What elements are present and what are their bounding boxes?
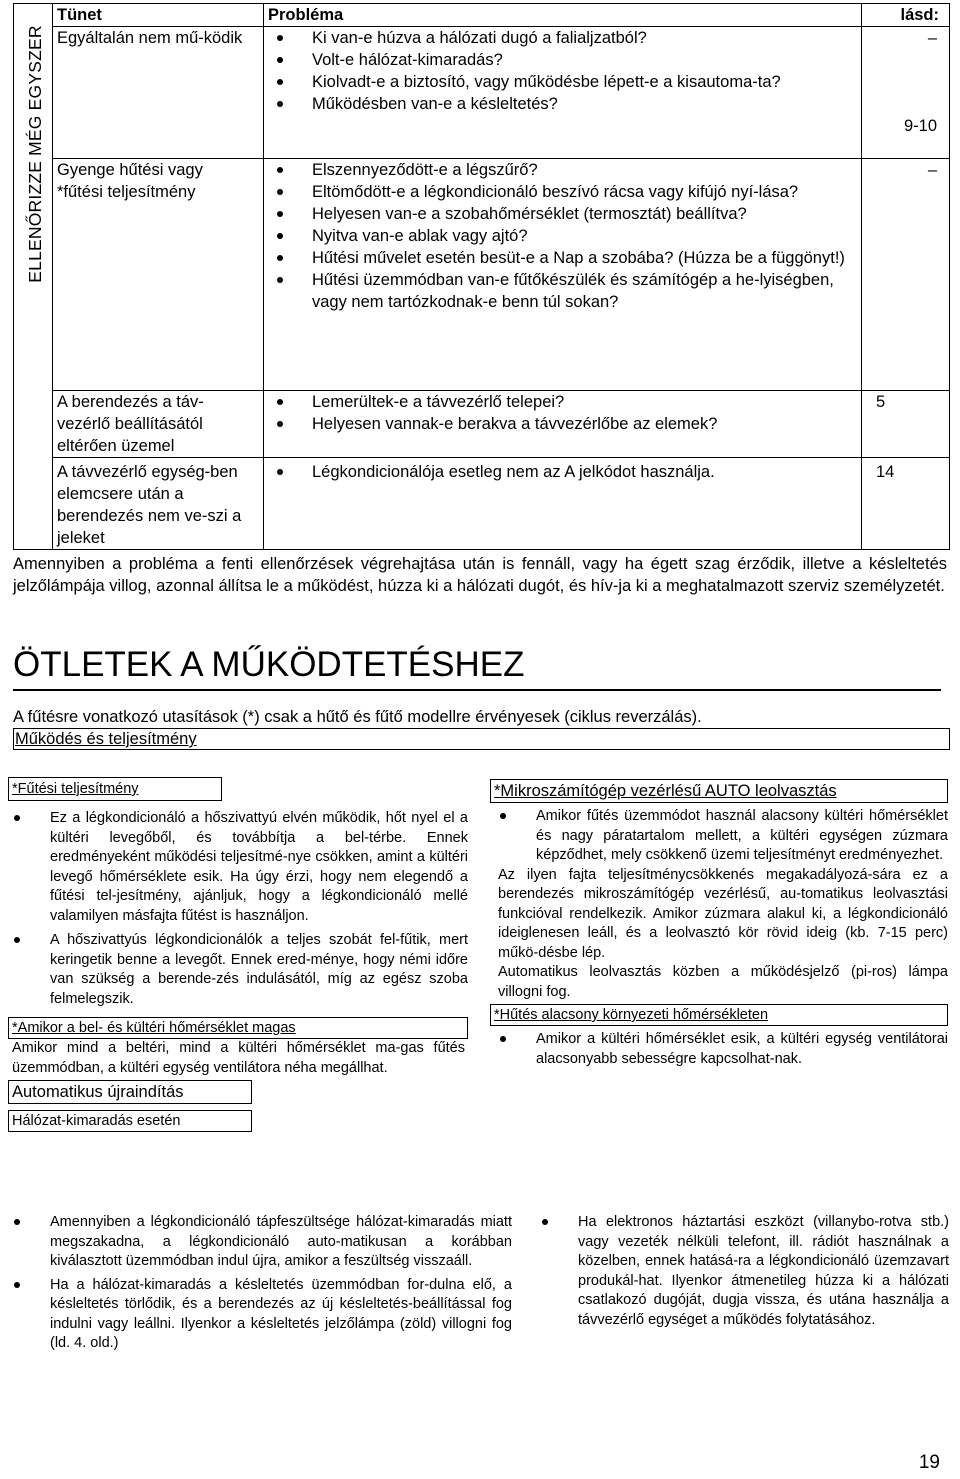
- see-cell: [862, 159, 950, 391]
- auto-restart-title: Automatikus újraindítás: [8, 1080, 252, 1104]
- problem-item: Helyesen vannak-e berakva a távvezérlőbe az elemek?: [268, 413, 861, 435]
- cool-low-title-box: [490, 1004, 948, 1026]
- performance-box: [13, 728, 950, 750]
- see-ref: [866, 71, 937, 93]
- symptom-cell: Egyáltalán nem mű-ködik: [53, 27, 264, 159]
- header-see: lásd:: [862, 4, 950, 27]
- high-temp-title: *Amikor a bel- és kültéri hőmérséklet magas: [12, 1020, 296, 1036]
- see-cell: [862, 391, 950, 458]
- outage-title: Hálózat-kimaradás esetén: [8, 1110, 252, 1132]
- see-ref: 5: [876, 393, 886, 411]
- problem-item: Hűtési üzemmódban van-e fűtőkészülék és számítógép a he-lyiségben, vagy nem tartózkodnak-e benn túl sokan?: [268, 269, 861, 313]
- problem-cell: [264, 391, 862, 458]
- section-title: ÖTLETEK A MŰKÖDTETÉSHEZ: [13, 643, 941, 691]
- troubleshooting-table: [13, 3, 950, 550]
- high-temp-title-box: [8, 1017, 468, 1039]
- side-label: ELLENŐRIZZE MÉG EGYSZER: [25, 25, 45, 283]
- problem-cell: [264, 458, 862, 550]
- heating-item: Ez a légkondicionáló a hőszivattyú elvén működik, hőt nyel el a kültéri levegőből, és továbbítja a bel-térbe. Ennek eredményeként működési teljesítmé-nye csökken, amint a kültéri levegő hőmérséklete esik. Ha úgy érzi, hogy nem elegendő a fűtési tel-jesítmény, ajánljuk, hogy a légkondicionáló mellé valamilyen másfajta fűtést is használjon.: [12, 809, 468, 926]
- problem-item: Elszennyeződött-e a légszűrő?: [268, 159, 861, 181]
- page-number: 19: [918, 1452, 940, 1473]
- defrost-title-box: [490, 779, 948, 803]
- problem-item: Légkondicionálója esetleg nem az A jelkódot használja.: [268, 461, 861, 483]
- defrost-item: Amikor fűtés üzemmódot használ alacsony kültéri hőmérséklet és nagy páratartalom mellett, a kültéri egységen zúzmara képződhet, mely csökkenő üzemi teljesítményt eredményezhet.: [498, 807, 948, 866]
- see-ref: 14: [876, 463, 895, 481]
- defrost-paragraph-1: Az ilyen fajta teljesítménycsökkenés megakadályozá-sára ez a berendezés mikroszámítógép vezérlésű, au-tomatikus leolvasztási funkcióval rendelkezik. Amikor zúzmara alakul ki, a légkondicionáló ideiglenesen leáll, és a leolvasztó kör rövid ideig (kb. 7-15 perc) műkö-désbe lép.: [498, 866, 948, 961]
- heating-item: A hőszivattyús légkondicionálók a teljes szobát fel-fűtik, mert keringetik benne a levegőt. Ennek ered-ménye, hogy némi időre van szükség a berende-zés indulásától, míg az egész szoba felmelegszik.: [12, 931, 468, 1009]
- see-ref: 9-10: [903, 117, 937, 135]
- problem-item: Lemerültek-e a távvezérlő telepei?: [268, 391, 861, 413]
- problem-item: Kiolvadt-e a biztosító, vagy működésbe lépett-e a kisautoma-ta?: [268, 71, 861, 93]
- intro-text: A fűtésre vonatkozó utasítások (*) csak a hűtő és fűtő modellre érvényesek (ciklus reverzálás).: [13, 708, 702, 726]
- outage-item: Amennyiben a légkondicionáló tápfeszültsége hálózat-kimaradás miatt megszakadna, a légkondicionáló auto-matikusan a korábban kiválasztott üzemmódban indul újra, amikor a feszültség visszaáll.: [12, 1213, 512, 1272]
- electronics-item: Ha elektronos háztartási eszközt (villanybo-rotva stb.) vagy vezeték nélküli telefont, ill. rádiót használnak a közelben, ennek hatásá-ra a légkondicionáló üzemzavart produkál-hat. Ilyenkor átmenetileg húzza ki a hálózati csatlakozó dugóját, dugja vissza, és utána használja a távvezérlő egységet a működés folytatásához.: [540, 1213, 949, 1330]
- warning-paragraph: Amennyiben a probléma a fenti ellenőrzések végrehajtása után is fennáll, vagy ha égett szag érződik, illetve a késleltetés jelzőlámpája villog, azonnal állítsa le a működést, húzza ki a hálózati dugót, és hív-ja ki a meghatalmazott szerviz személyzetét.: [13, 555, 947, 595]
- side-label-cell: [14, 4, 53, 550]
- see-ref: [866, 49, 937, 71]
- see-ref: [866, 93, 937, 115]
- cool-low-title: *Hűtés alacsony környezeti hőmérsékleten: [494, 1007, 769, 1023]
- heating-title: *Fűtési teljesítmény: [12, 781, 139, 797]
- symptom-cell: Gyenge hűtési vagy *fűtési teljesítmény: [53, 159, 264, 391]
- right-column: [490, 779, 948, 1069]
- high-temp-text: Amikor mind a beltéri, mind a kültéri hőmérséklet ma-gas fűtés üzemmódban, a kültéri egység ventilátora néha megállhat.: [12, 1040, 465, 1076]
- defrost-title: *Mikroszámítógép vezérlésű AUTO leolvasztás: [494, 782, 837, 800]
- cool-low-item: Amikor a kültéri hőmérséklet esik, a kültéri egység ventilátorai alacsonyabb sebességre kapcsolhat-nak.: [498, 1030, 948, 1069]
- problem-item: Hűtési művelet esetén besüt-e a Nap a szobába? (Húzza be a függönyt!): [268, 247, 861, 269]
- symptom-cell: A berendezés a táv-vezérlő beállításától eltérően üzemel: [53, 391, 264, 458]
- header-symptom: Tünet: [53, 4, 264, 27]
- left-column: [8, 777, 468, 1132]
- see-cell: [862, 27, 950, 159]
- defrost-paragraph-2: Automatikus leolvasztás közben a működésjelző (pi-ros) lámpa villogni fog.: [498, 964, 948, 1000]
- problem-item: Működésben van-e a késleltetés?: [268, 93, 861, 115]
- header-problem: Probléma: [264, 4, 862, 27]
- see-ref: –: [927, 161, 937, 179]
- heating-title-box: [8, 777, 222, 801]
- symptom-cell: A távvezérlő egység-ben elemcsere után a berendezés nem ve-szi a jeleket: [53, 458, 264, 550]
- problem-item: Nyitva van-e ablak vagy ajtó?: [268, 225, 861, 247]
- problem-cell: [264, 159, 862, 391]
- problem-item: Ki van-e húzva a hálózati dugó a falialjzatból?: [268, 27, 861, 49]
- electronics-list: [540, 1213, 949, 1330]
- problem-item: Eltömődött-e a légkondicionáló beszívó rácsa vagy kifújó nyí-lása?: [268, 181, 861, 203]
- outage-list: [12, 1213, 512, 1354]
- see-ref: –: [927, 29, 937, 47]
- problem-cell: [264, 27, 862, 159]
- problem-item: Volt-e hálózat-kimaradás?: [268, 49, 861, 71]
- see-cell: [862, 458, 950, 550]
- outage-item: Ha a hálózat-kimaradás a késleltetés üzemmódban for-dulna elő, a késleltetés törlődik, és a berendezés az új késleltetés-beállítással fog indulni vagy leállni. Ilyenkor a késleltetés jelzőlámpa (zöld) villogni fog (ld. 4. old.): [12, 1276, 512, 1354]
- problem-item: Helyesen van-e a szobahőmérséklet (termosztát) beállítva?: [268, 203, 861, 225]
- performance-label: Működés és teljesítmény: [15, 730, 197, 748]
